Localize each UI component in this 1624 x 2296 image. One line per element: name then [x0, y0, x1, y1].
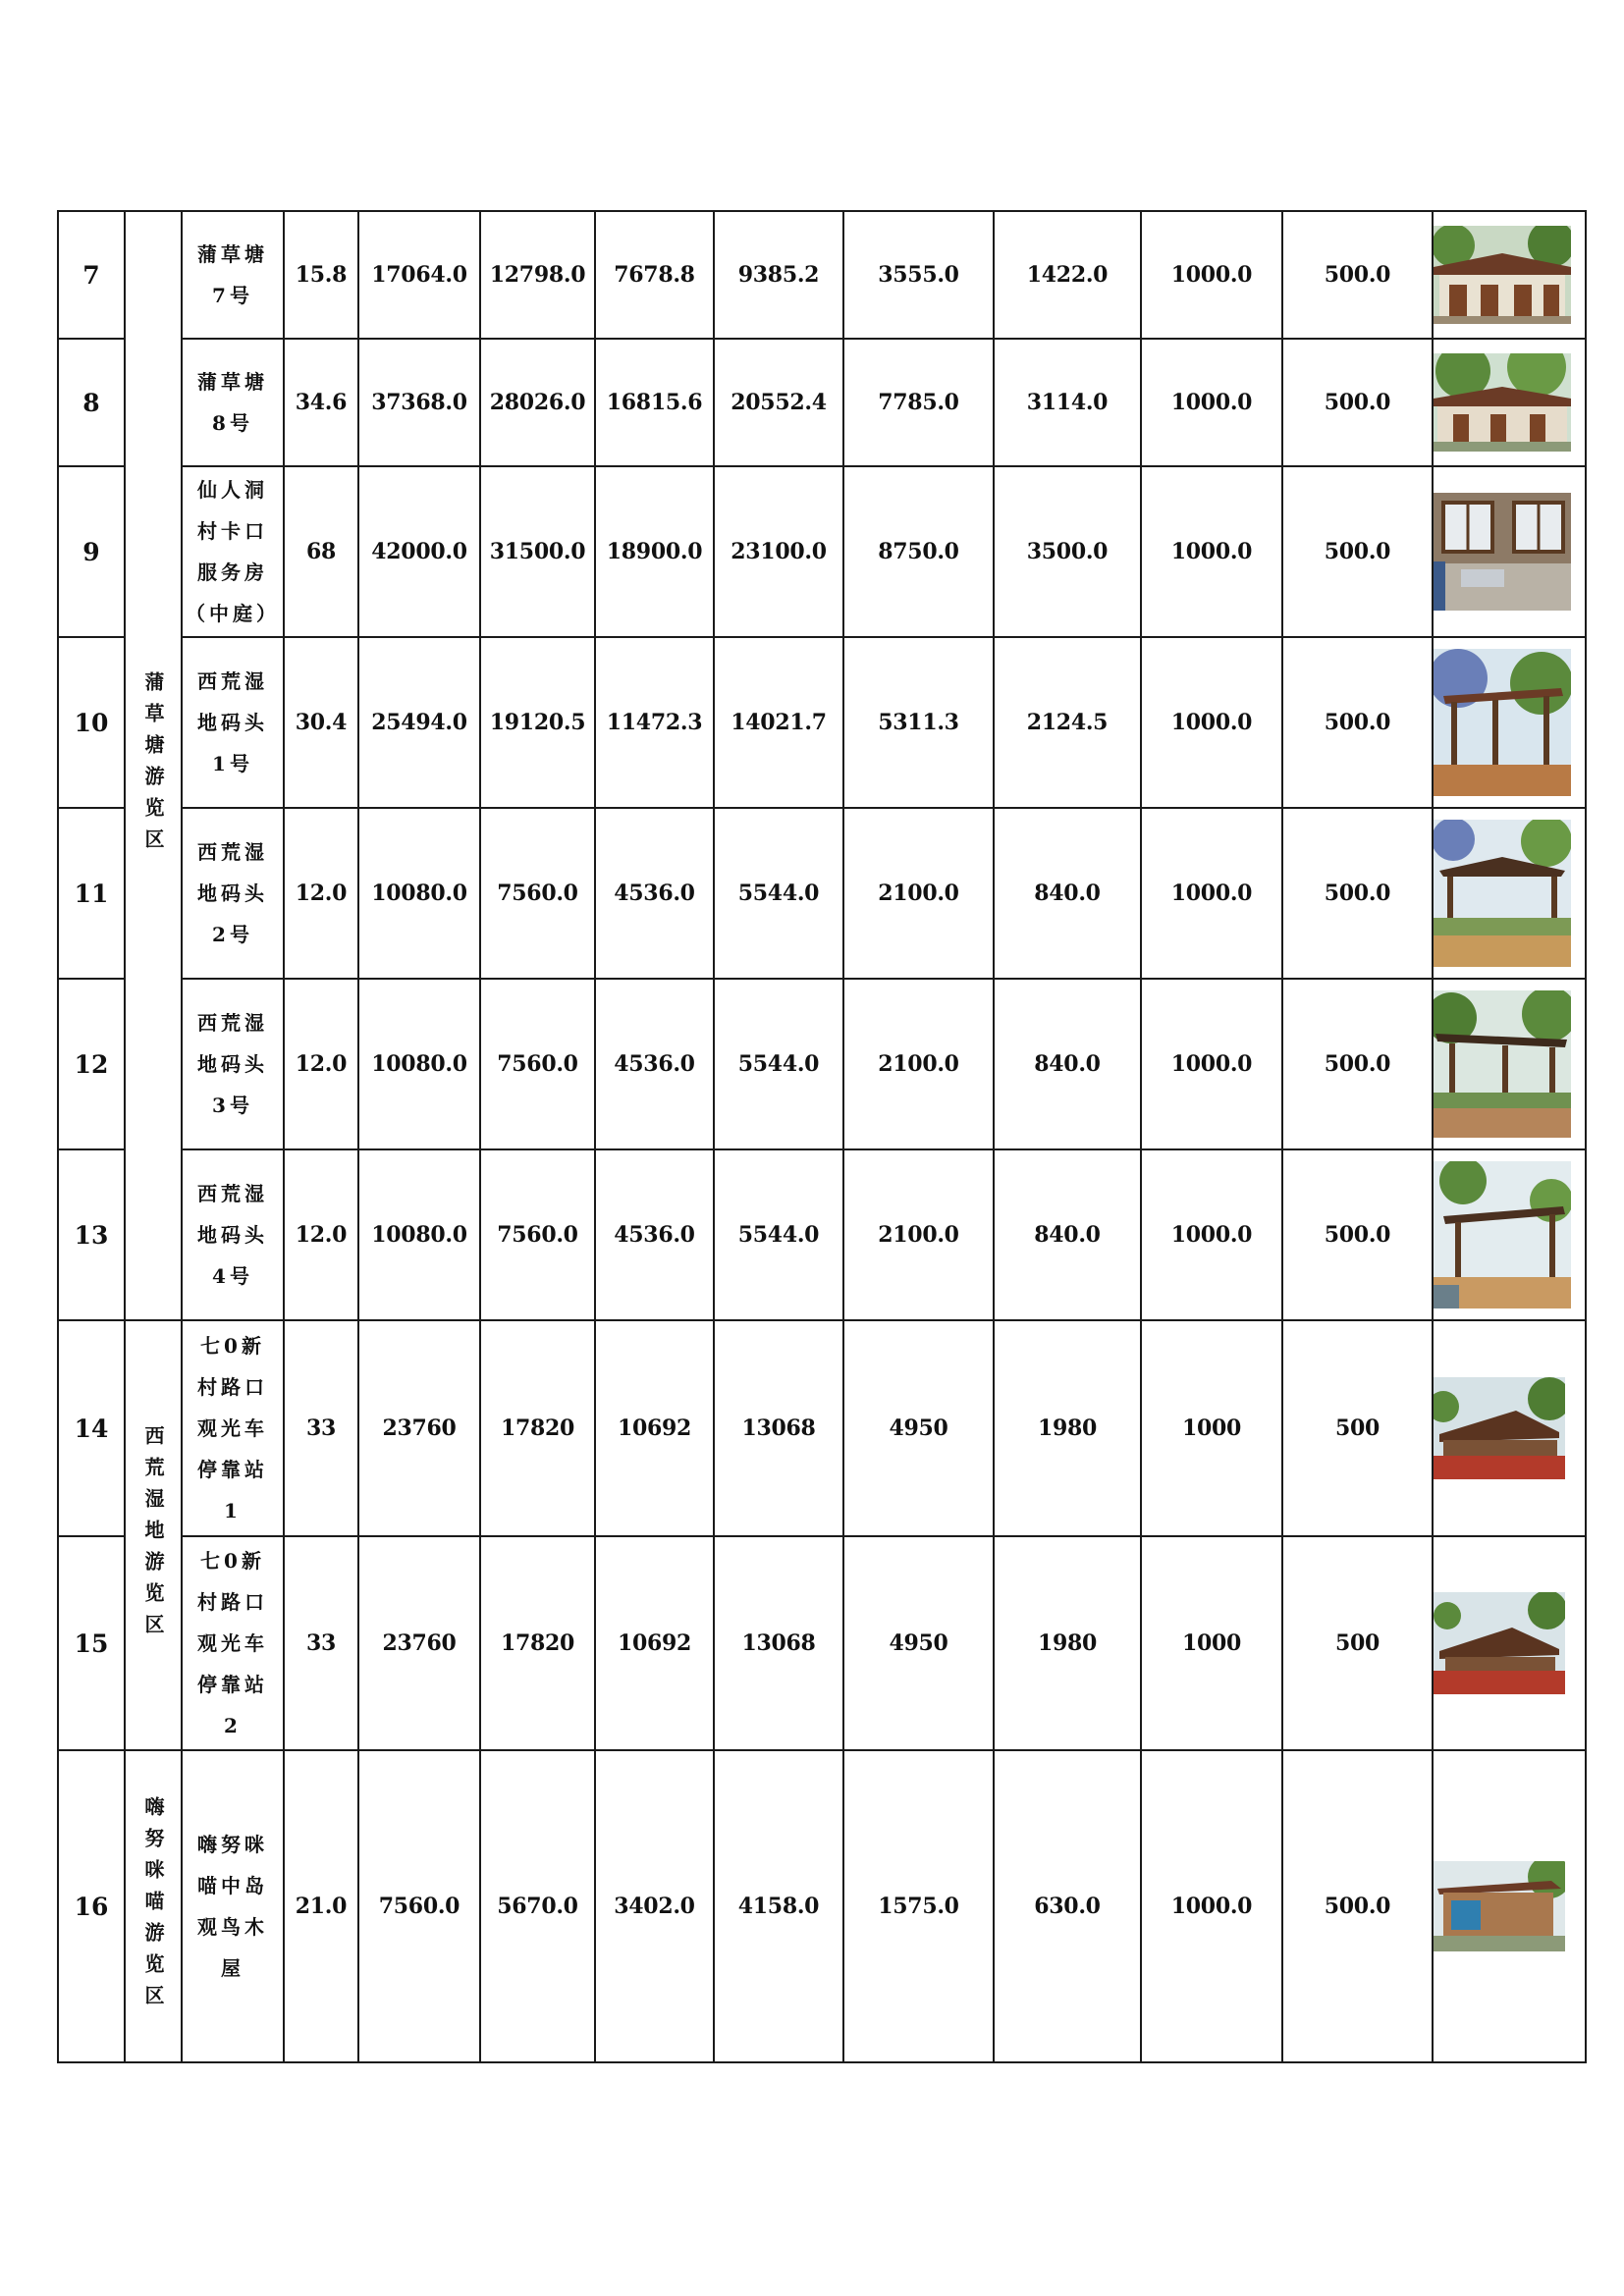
- pavilion-photo: [1434, 990, 1585, 1138]
- facility-valuation-table: [57, 210, 1587, 2063]
- value-col-8: 500.0: [1282, 466, 1433, 637]
- value-col-3: 18900.0: [595, 466, 714, 637]
- area-value: 34.6: [284, 339, 358, 466]
- value-col-2: 7560.0: [480, 979, 595, 1149]
- area-value: 15.8: [284, 211, 358, 339]
- value-col-2: 12798.0: [480, 211, 595, 339]
- facility-name: 嗨努咪 喵中岛 观鸟木 屋: [182, 1750, 284, 2062]
- value-col-8: 500: [1282, 1320, 1433, 1536]
- value-col-8: 500.0: [1282, 339, 1433, 466]
- area-value: 33: [284, 1320, 358, 1536]
- zone-cell: [125, 211, 182, 1320]
- value-col-8: 500: [1282, 1536, 1433, 1750]
- value-col-5: 1575.0: [843, 1750, 994, 2062]
- value-col-5: 3555.0: [843, 211, 994, 339]
- value-col-3: 4536.0: [595, 979, 714, 1149]
- photo-cell: [1433, 979, 1586, 1149]
- table-row: [58, 339, 1586, 466]
- value-col-7: 1000.0: [1141, 211, 1282, 339]
- zone-label: 西荒湿地游览区: [141, 1425, 165, 1645]
- zone-cell: [125, 1750, 182, 2062]
- shelter-photo: [1434, 1592, 1585, 1694]
- table-row: [58, 1320, 1586, 1536]
- table-row: [58, 979, 1586, 1149]
- area-value: 12.0: [284, 1149, 358, 1320]
- value-col-6: 1980: [994, 1536, 1141, 1750]
- value-col-1: 23760: [358, 1536, 480, 1750]
- value-col-3: 10692: [595, 1320, 714, 1536]
- value-col-2: 17820: [480, 1320, 595, 1536]
- value-col-1: 42000.0: [358, 466, 480, 637]
- area-value: 33: [284, 1536, 358, 1750]
- value-col-8: 500.0: [1282, 979, 1433, 1149]
- value-col-5: 2100.0: [843, 979, 994, 1149]
- facility-name: 蒲草塘 8号: [182, 339, 284, 466]
- value-col-7: 1000.0: [1141, 637, 1282, 808]
- value-col-3: 4536.0: [595, 1149, 714, 1320]
- value-col-4: 5544.0: [714, 1149, 843, 1320]
- value-col-4: 9385.2: [714, 211, 843, 339]
- zone-label: 嗨努咪喵游览区: [141, 1796, 165, 2016]
- value-col-6: 3114.0: [994, 339, 1141, 466]
- value-col-4: 4158.0: [714, 1750, 843, 2062]
- hut-photo: [1434, 353, 1585, 452]
- row-number: 10: [58, 637, 125, 808]
- value-col-1: 7560.0: [358, 1750, 480, 2062]
- value-col-1: 10080.0: [358, 808, 480, 979]
- value-col-2: 31500.0: [480, 466, 595, 637]
- area-value: 30.4: [284, 637, 358, 808]
- value-col-4: 5544.0: [714, 979, 843, 1149]
- row-number: 7: [58, 211, 125, 339]
- value-col-2: 7560.0: [480, 808, 595, 979]
- value-col-7: 1000.0: [1141, 1750, 1282, 2062]
- value-col-8: 500.0: [1282, 1149, 1433, 1320]
- area-value: 12.0: [284, 979, 358, 1149]
- facility-name: 七0新 村路口 观光车 停靠站 1: [182, 1320, 284, 1536]
- hut-photo: [1434, 226, 1585, 324]
- value-col-3: 11472.3: [595, 637, 714, 808]
- value-col-7: 1000.0: [1141, 466, 1282, 637]
- value-col-7: 1000.0: [1141, 979, 1282, 1149]
- value-col-4: 14021.7: [714, 637, 843, 808]
- row-number: 8: [58, 339, 125, 466]
- table-row: [58, 637, 1586, 808]
- value-col-2: 28026.0: [480, 339, 595, 466]
- interior-photo: [1434, 493, 1585, 611]
- value-col-2: 19120.5: [480, 637, 595, 808]
- row-number: 13: [58, 1149, 125, 1320]
- value-col-2: 5670.0: [480, 1750, 595, 2062]
- value-col-4: 23100.0: [714, 466, 843, 637]
- area-value: 21.0: [284, 1750, 358, 2062]
- value-col-2: 7560.0: [480, 1149, 595, 1320]
- table-row: [58, 1149, 1586, 1320]
- pavilion-photo: [1434, 649, 1585, 796]
- area-value: 68: [284, 466, 358, 637]
- shelter-photo: [1434, 1377, 1585, 1479]
- row-number: 16: [58, 1750, 125, 2062]
- value-col-3: 10692: [595, 1536, 714, 1750]
- row-number: 15: [58, 1536, 125, 1750]
- photo-cell: [1433, 211, 1586, 339]
- value-col-5: 5311.3: [843, 637, 994, 808]
- value-col-4: 13068: [714, 1320, 843, 1536]
- value-col-1: 25494.0: [358, 637, 480, 808]
- value-col-7: 1000.0: [1141, 808, 1282, 979]
- value-col-4: 20552.4: [714, 339, 843, 466]
- value-col-5: 4950: [843, 1536, 994, 1750]
- row-number: 14: [58, 1320, 125, 1536]
- value-col-6: 1422.0: [994, 211, 1141, 339]
- value-col-3: 7678.8: [595, 211, 714, 339]
- value-col-6: 840.0: [994, 808, 1141, 979]
- photo-cell: [1433, 339, 1586, 466]
- row-number: 12: [58, 979, 125, 1149]
- value-col-4: 13068: [714, 1536, 843, 1750]
- facility-name: 西荒湿 地码头 4号: [182, 1149, 284, 1320]
- value-col-1: 10080.0: [358, 979, 480, 1149]
- value-col-8: 500.0: [1282, 1750, 1433, 2062]
- value-col-6: 840.0: [994, 979, 1141, 1149]
- value-col-7: 1000: [1141, 1536, 1282, 1750]
- value-col-6: 1980: [994, 1320, 1141, 1536]
- photo-cell: [1433, 808, 1586, 979]
- value-col-3: 16815.6: [595, 339, 714, 466]
- photo-cell: [1433, 466, 1586, 637]
- value-col-8: 500.0: [1282, 637, 1433, 808]
- value-col-1: 10080.0: [358, 1149, 480, 1320]
- value-col-5: 4950: [843, 1320, 994, 1536]
- value-col-2: 17820: [480, 1536, 595, 1750]
- facility-name: 西荒湿 地码头 1号: [182, 637, 284, 808]
- zone-label: 蒲草塘游览区: [141, 671, 165, 860]
- table-row: [58, 211, 1586, 339]
- value-col-7: 1000: [1141, 1320, 1282, 1536]
- value-col-6: 840.0: [994, 1149, 1141, 1320]
- row-number: 9: [58, 466, 125, 637]
- value-col-8: 500.0: [1282, 808, 1433, 979]
- row-number: 11: [58, 808, 125, 979]
- value-col-6: 2124.5: [994, 637, 1141, 808]
- facility-name: 七0新 村路口 观光车 停靠站 2: [182, 1536, 284, 1750]
- value-col-6: 3500.0: [994, 466, 1141, 637]
- value-col-5: 2100.0: [843, 808, 994, 979]
- value-col-7: 1000.0: [1141, 339, 1282, 466]
- facility-name: 蒲草塘 7号: [182, 211, 284, 339]
- table-row: [58, 1750, 1586, 2062]
- value-col-1: 23760: [358, 1320, 480, 1536]
- photo-cell: [1433, 1149, 1586, 1320]
- pavilion-photo: [1434, 1161, 1585, 1308]
- value-col-5: 8750.0: [843, 466, 994, 637]
- table-row: [58, 466, 1586, 637]
- value-col-8: 500.0: [1282, 211, 1433, 339]
- zone-cell: [125, 1320, 182, 1750]
- cabin-photo: [1434, 1861, 1585, 1951]
- area-value: 12.0: [284, 808, 358, 979]
- value-col-4: 5544.0: [714, 808, 843, 979]
- table-row: [58, 808, 1586, 979]
- value-col-1: 17064.0: [358, 211, 480, 339]
- value-col-3: 3402.0: [595, 1750, 714, 2062]
- pavilion-photo: [1434, 820, 1585, 967]
- value-col-5: 7785.0: [843, 339, 994, 466]
- value-col-1: 37368.0: [358, 339, 480, 466]
- table-row: [58, 1536, 1586, 1750]
- photo-cell: [1433, 637, 1586, 808]
- value-col-6: 630.0: [994, 1750, 1141, 2062]
- facility-name: 仙人洞 村卡口 服务房 （中庭）: [182, 466, 284, 637]
- facility-name: 西荒湿 地码头 2号: [182, 808, 284, 979]
- photo-cell: [1433, 1750, 1586, 2062]
- value-col-3: 4536.0: [595, 808, 714, 979]
- value-col-5: 2100.0: [843, 1149, 994, 1320]
- value-col-7: 1000.0: [1141, 1149, 1282, 1320]
- facility-name: 西荒湿 地码头 3号: [182, 979, 284, 1149]
- photo-cell: [1433, 1320, 1586, 1536]
- photo-cell: [1433, 1536, 1586, 1750]
